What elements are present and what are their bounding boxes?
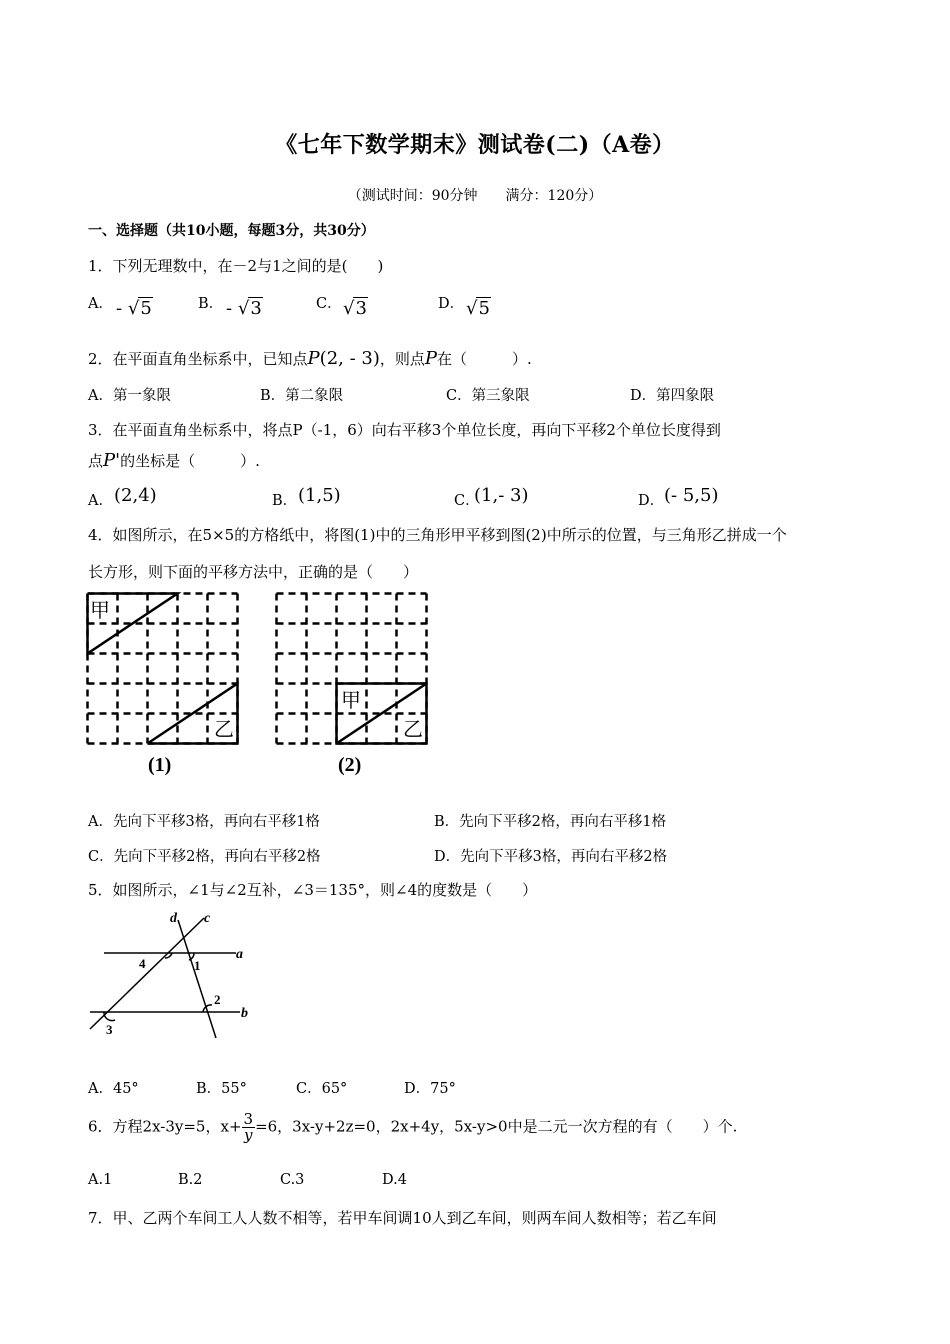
- q5-option-c: C．65°: [296, 1081, 348, 1097]
- q2-point-2: P: [424, 348, 438, 369]
- subtitle: （测试时间：90分钟 满分：120分）: [347, 188, 603, 204]
- q1-d-radicand: 5: [478, 298, 490, 319]
- q3-option-c-label: C．: [454, 493, 480, 509]
- q4-option-b: B．先向下平移2格，再向右平移1格: [434, 814, 667, 830]
- q3-option-c-value: (1,- 3): [474, 485, 529, 506]
- fig2-jia-label: 甲: [341, 690, 361, 712]
- q3-point: P': [103, 450, 121, 471]
- q6-option-a: A.1: [88, 1172, 113, 1188]
- q6-stem-a: 6．方程2x-3y=5，x+: [88, 1117, 242, 1136]
- q2-stem-a: 2．在平面直角坐标系中，已知点: [88, 350, 308, 368]
- label-d: d: [170, 911, 177, 926]
- q1-option-c-label: C．: [316, 296, 342, 312]
- q1-c-radicand: 3: [355, 298, 367, 319]
- fig1-yi-label: 乙: [214, 719, 234, 741]
- q1-option-d-value: [466, 298, 491, 319]
- q6-option-c: C.3: [280, 1172, 305, 1188]
- angles-figure: [86, 908, 261, 1043]
- q3-line2: [88, 450, 260, 471]
- q4-line2: 长方形，则下面的平移方法中，正确的是（ ）: [88, 563, 419, 581]
- label-2: 2: [214, 992, 221, 1007]
- q1-a-sign: -: [116, 298, 123, 319]
- q6-stem: [88, 1112, 737, 1143]
- grid-figure-1: [86, 592, 241, 747]
- q2-coords: (2, - 3): [319, 348, 380, 369]
- q1-b-sign: -: [226, 298, 233, 319]
- sqrt-icon: √3: [237, 298, 262, 319]
- q2-option-a: A．第一象限: [88, 388, 171, 404]
- q1-b-radicand: 3: [250, 298, 262, 319]
- q5-stem: 5．如图所示，∠1与∠2互补，∠3＝135°，则∠4的度数是（ ）: [88, 881, 538, 899]
- q3-line2-b: 的坐标是（ ）.: [120, 452, 260, 470]
- label-1: 1: [194, 958, 201, 973]
- grid-figure-2: [275, 592, 430, 747]
- q4-line1: 4．如图所示，在5×5的方格纸中，将图(1)中的三角形甲平移到图(2)中所示的位置，与三角形乙拼成一个: [88, 526, 787, 544]
- q1-a-radicand: 5: [140, 298, 152, 319]
- q1-option-b-value: [226, 298, 263, 319]
- q3-option-d-label: D．: [638, 493, 665, 509]
- q6-option-d: D.4: [382, 1172, 407, 1188]
- section-heading: 一、选择题（共10小题，每题3分，共30分）: [88, 223, 375, 239]
- q4-option-c: C．先向下平移2格，再向右平移2格: [88, 849, 321, 865]
- q3-option-b-label: B．: [272, 493, 298, 509]
- q6-option-b: B.2: [178, 1172, 203, 1188]
- q7-stem: 7．甲、乙两个车间工人人数不相等，若甲车间调10人到乙车间，则两车间人数相等；若乙车间: [88, 1209, 717, 1227]
- q3-option-d-value: (- 5,5): [664, 485, 719, 506]
- sqrt-icon: √5: [127, 298, 152, 319]
- page-title: 《七年下数学期末》测试卷(二)（A卷）: [275, 132, 675, 158]
- q1-option-a-value: [116, 298, 153, 319]
- q3-option-b-value: (1,5): [298, 485, 341, 506]
- q1-stem: 1．下列无理数中，在－2与1之间的是( ): [88, 257, 384, 275]
- q3-line1: 3．在平面直角坐标系中，将点P（-1，6）向右平移3个单位长度，再向下平移2个单位长度得到: [88, 421, 721, 439]
- label-c: c: [204, 911, 211, 926]
- q3-option-a-value: (2,4): [114, 485, 157, 506]
- q1-option-c-value: [343, 298, 368, 319]
- q3-line2-a: 点: [88, 452, 104, 470]
- q6-fraction: [242, 1112, 256, 1143]
- q2-stem-b: ，则点: [379, 350, 425, 368]
- q2-option-b: B．第二象限: [260, 388, 344, 404]
- q3-option-a-label: A．: [88, 493, 113, 509]
- q1-option-a-label: A．: [88, 296, 113, 312]
- q2-option-c: C．第三象限: [446, 388, 530, 404]
- label-b: b: [241, 1006, 248, 1021]
- q5-option-a: A．45°: [88, 1081, 139, 1097]
- fig1-jia-label: 甲: [90, 600, 110, 622]
- fig2-yi-label: 乙: [403, 719, 423, 741]
- q5-option-d: D．75°: [404, 1081, 456, 1097]
- q4-option-d: D．先向下平移3格，再向右平移2格: [434, 849, 668, 865]
- fig1-label: (1): [148, 754, 172, 776]
- label-4: 4: [139, 956, 146, 971]
- q1-option-b-label: B．: [198, 296, 224, 312]
- label-3: 3: [106, 1022, 113, 1037]
- fig2-label: (2): [338, 754, 362, 776]
- q2-stem: [88, 348, 532, 369]
- sqrt-icon: √5: [466, 298, 490, 319]
- line-d: [178, 920, 216, 1038]
- q2-stem-c: 在（ ）.: [437, 350, 532, 368]
- label-a: a: [236, 947, 243, 962]
- q2-option-d: D．第四象限: [630, 388, 715, 404]
- q4-option-a: A．先向下平移3格，再向右平移1格: [88, 814, 320, 830]
- q5-option-b: B．55°: [196, 1081, 247, 1097]
- sqrt-icon: √3: [343, 298, 367, 319]
- q6-stem-b: =6，3x-y+2z=0，2x+4y，5x-y>0中是二元一次方程的有（ ）个.: [255, 1117, 738, 1136]
- q1-option-d-label: D．: [438, 296, 465, 312]
- q6-frac-den: y: [244, 1126, 253, 1144]
- q6-frac-num: 3: [243, 1110, 254, 1128]
- q2-point: P: [307, 348, 320, 369]
